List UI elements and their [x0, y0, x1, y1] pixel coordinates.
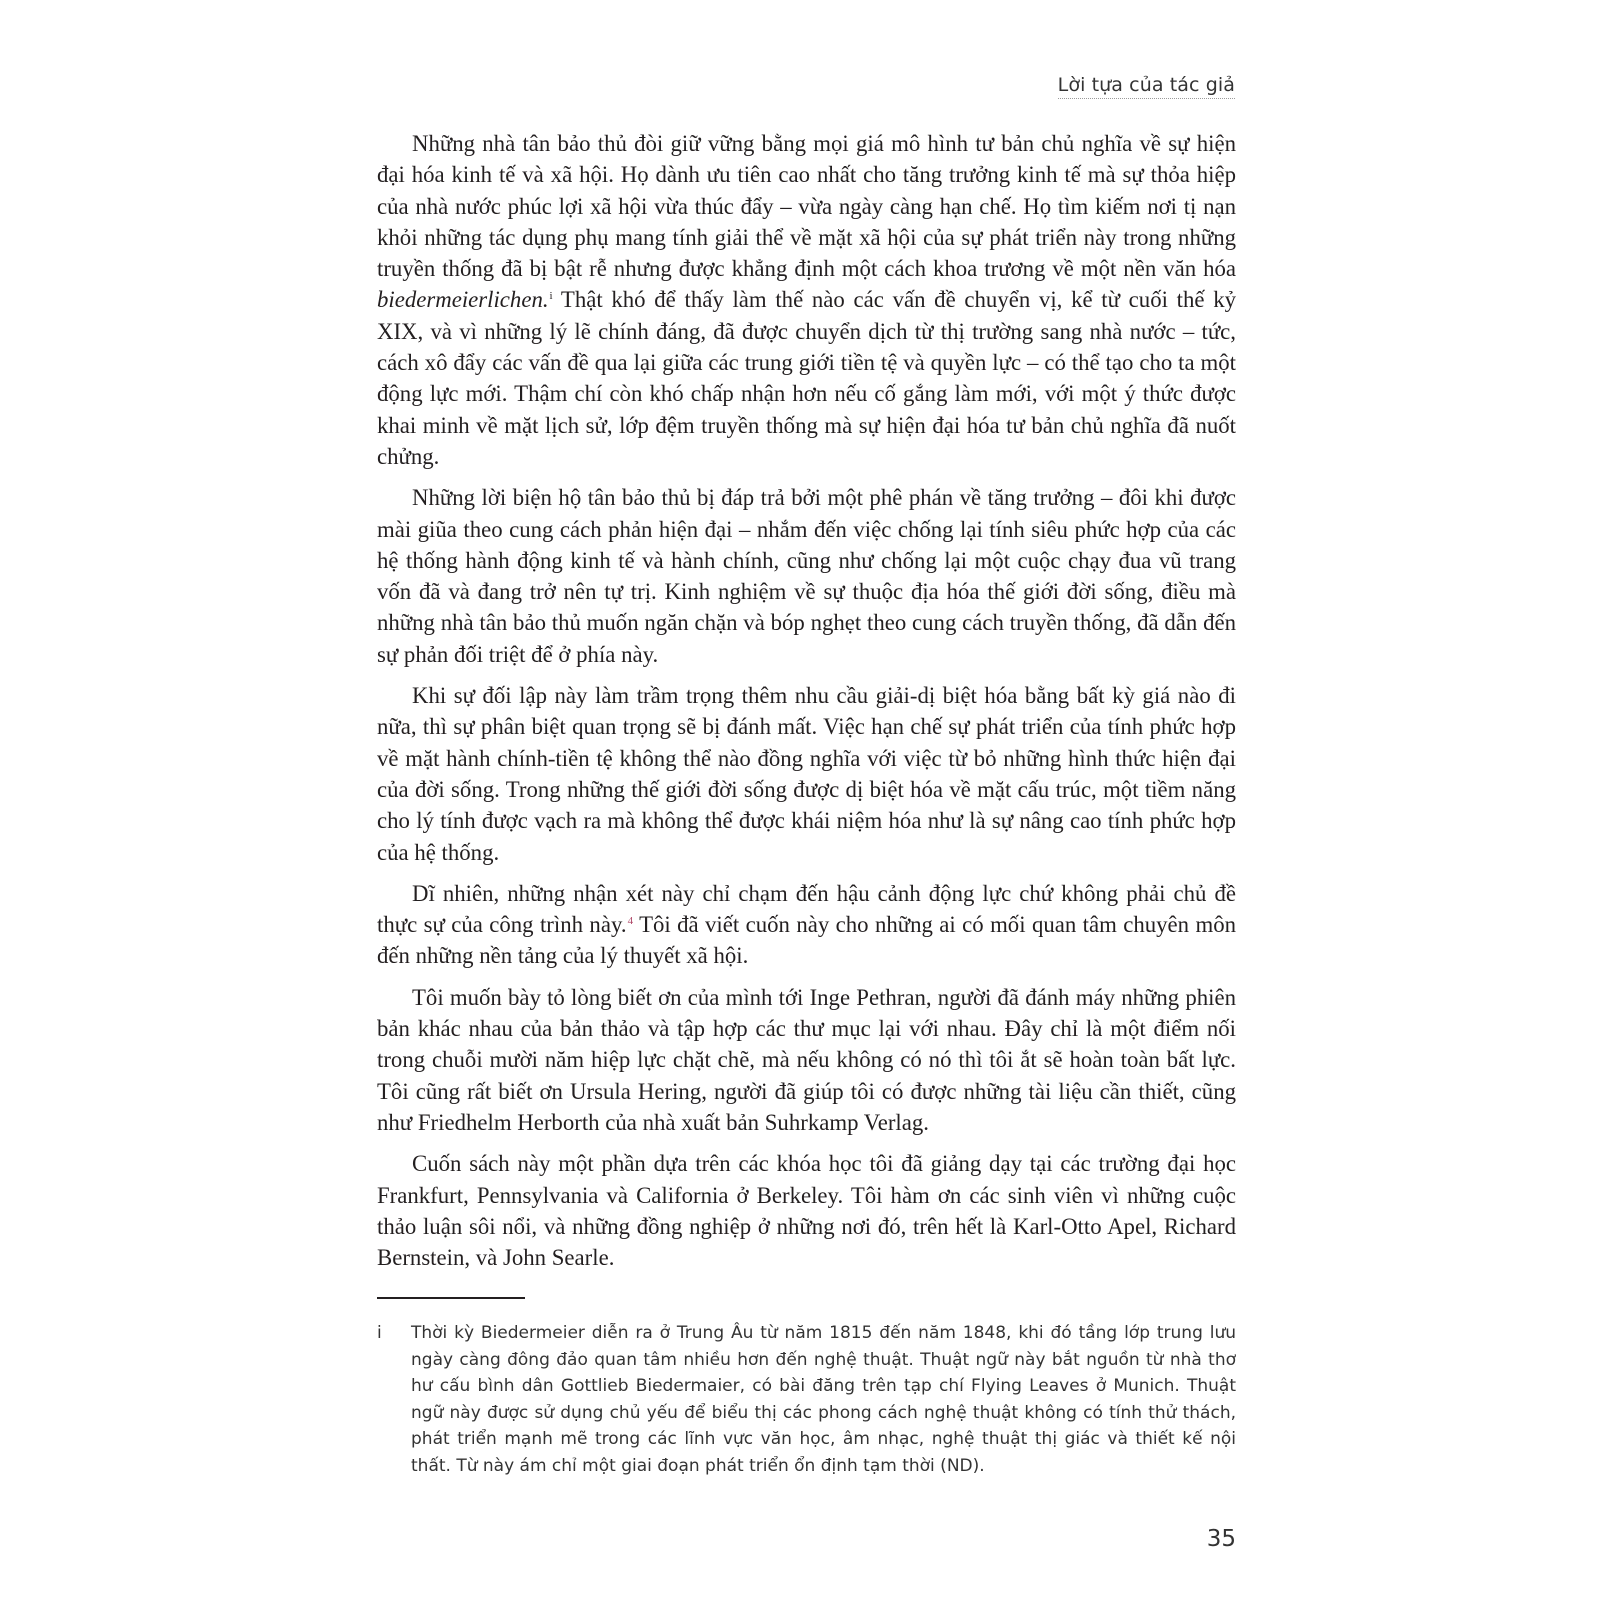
paragraph-2: Những lời biện hộ tân bảo thủ bị đáp trả bởi một phê phán về tăng trưởng – đôi khi được mài giũa theo cung cách phản hiện đại – nhắm đến việc chống lại tính siêu phức hợp của các hệ thống hành động kinh tế và hành chính, cũng như chống lại một cuộc chạy đua vũ trang vốn đã và đang trở nên tự trị. Kinh nghiệm về sự thuộc địa hóa thế giới đời sống, điều mà những nhà tân bảo thủ muốn ngăn chặn và bóp nghẹt theo cung cách truyền thống, đã dẫn đến sự phản đối triệt để ở phía này. — [377, 485, 1236, 667]
footnote-reference-i[interactable]: i — [549, 289, 553, 302]
paragraph-1 — [377, 128, 1236, 472]
running-header: Lời tựa của tác giả — [1058, 74, 1235, 99]
italic-term: biedermeierlichen. — [377, 287, 549, 313]
paragraph-4-text: Dĩ nhiên, những nhận xét này chỉ chạm đến hậu cảnh động lực chứ không phải chủ đề thực sự của công trình này. — [377, 880, 1236, 938]
footnote-marker: i — [377, 1323, 382, 1343]
footnote-text: Thời kỳ Biedermeier diễn ra ở Trung Âu từ năm 1815 đến năm 1848, khi đó tầng lớp trung lưu ngày càng đông đảo quan tâm nhiều hơn đến nghệ thuật. Thuật ngữ này bắt nguồn từ nhà thơ hư cấu bình dân Gottlieb Biedermaier, có bài đăng trên tạp chí Flying Leaves ở Munich. Thuật ngữ này được sử dụng chủ yếu để biểu thị các phong cách nghệ thuật không có tính thử thách, phát triển mạnh mẽ trong các lĩnh vực văn học, âm nhạc, nghệ thuật thị giác và thiết kế nội thất. Từ này ám chỉ một giai đoạn phát triển ổn định tạm thời (ND). — [411, 1323, 1236, 1476]
footnote-divider — [377, 1297, 525, 1299]
body-text — [377, 128, 1236, 1283]
endnote-reference-4[interactable]: 4 — [627, 914, 634, 927]
paragraph-5: Tôi muốn bày tỏ lòng biết ơn của mình tới Inge Pethran, người đã đánh máy những phiên bản khác nhau của bản thảo và tập hợp các thư mục lại với nhau. Đây chỉ là một điểm nối trong chuỗi mười năm hiệp lực chặt chẽ, mà nếu không có nó thì tôi ắt sẽ hoàn toàn bất lực. Tôi cũng rất biết ơn Ursula Hering, người đã giúp tôi có được những tài liệu cần thiết, cũng như Friedhelm Herborth của nhà xuất bản Suhrkamp Verlag. — [377, 984, 1236, 1135]
paragraph-1-text: Những nhà tân bảo thủ đòi giữ vững bằng mọi giá mô hình tư bản chủ nghĩa về sự hiện đại hóa kinh tế và xã hội. Họ dành ưu tiên cao nhất cho tăng trưởng kinh tế mà sự thỏa hiệp của nhà nước phúc lợi xã hội vừa thúc đẩy – vừa ngày càng hạn chế. Họ tìm kiếm nơi tị nạn khỏi những tác dụng phụ mang tính giải thể về mặt xã hội của sự phát triển này trong những truyền thống đã bị bật rễ nhưng được khẳng định một cách khoa trương về một nền văn hóa — [377, 131, 1236, 282]
paragraph-6: Cuốn sách này một phần dựa trên các khóa học tôi đã giảng dạy tại các trường đại học Frankfurt, Pennsylvania và California ở Berkeley. Tôi hàm ơn các sinh viên vì những cuộc thảo luận sôi nổi, và những đồng nghiệp ở những nơi đó, trên hết là Karl-Otto Apel, Richard Bernstein, và John Searle. — [377, 1151, 1236, 1271]
footnote — [377, 1320, 1236, 1479]
paragraph-1-continuation: Thật khó để thấy làm thế nào các vấn đề chuyển vị, kể từ cuối thế kỷ XIX, và vì những lý lẽ chính đáng, đã được chuyển dịch từ thị trường sang nhà nước – tức, cách xô đẩy các vấn đề qua lại giữa các trung giới tiền tệ và quyền lực – có thể tạo cho ta một động lực mới. Thậm chí còn khó chấp nhận hơn nếu cố gắng làm mới, với một ý thức được khai minh về mặt lịch sử, lớp đệm truyền thống mà sự hiện đại hóa tư bản chủ nghĩa đã nuốt chửng. — [377, 287, 1236, 469]
paragraph-3: Khi sự đối lập này làm trầm trọng thêm nhu cầu giải-dị biệt hóa bằng bất kỳ giá nào đi nữa, thì sự phân biệt quan trọng sẽ bị đánh mất. Việc hạn chế sự phát triển của tính phức hợp về mặt hành chính-tiền tệ không thể nào đồng nghĩa với việc từ bỏ những hình thức hiện đại của đời sống. Trong những thế giới đời sống được dị biệt hóa về mặt cấu trúc, một tiềm năng cho lý tính được vạch ra mà không thể được khái niệm hóa như là sự nâng cao tính phức hợp của hệ thống. — [377, 683, 1236, 865]
paragraph-4-continuation: Tôi đã viết cuốn này cho những ai có mối quan tâm chuyên môn đến những nền tảng của lý thuyết xã hội. — [377, 912, 1236, 969]
page-number: 35 — [1206, 1526, 1236, 1552]
paragraph-4 — [377, 878, 1236, 972]
